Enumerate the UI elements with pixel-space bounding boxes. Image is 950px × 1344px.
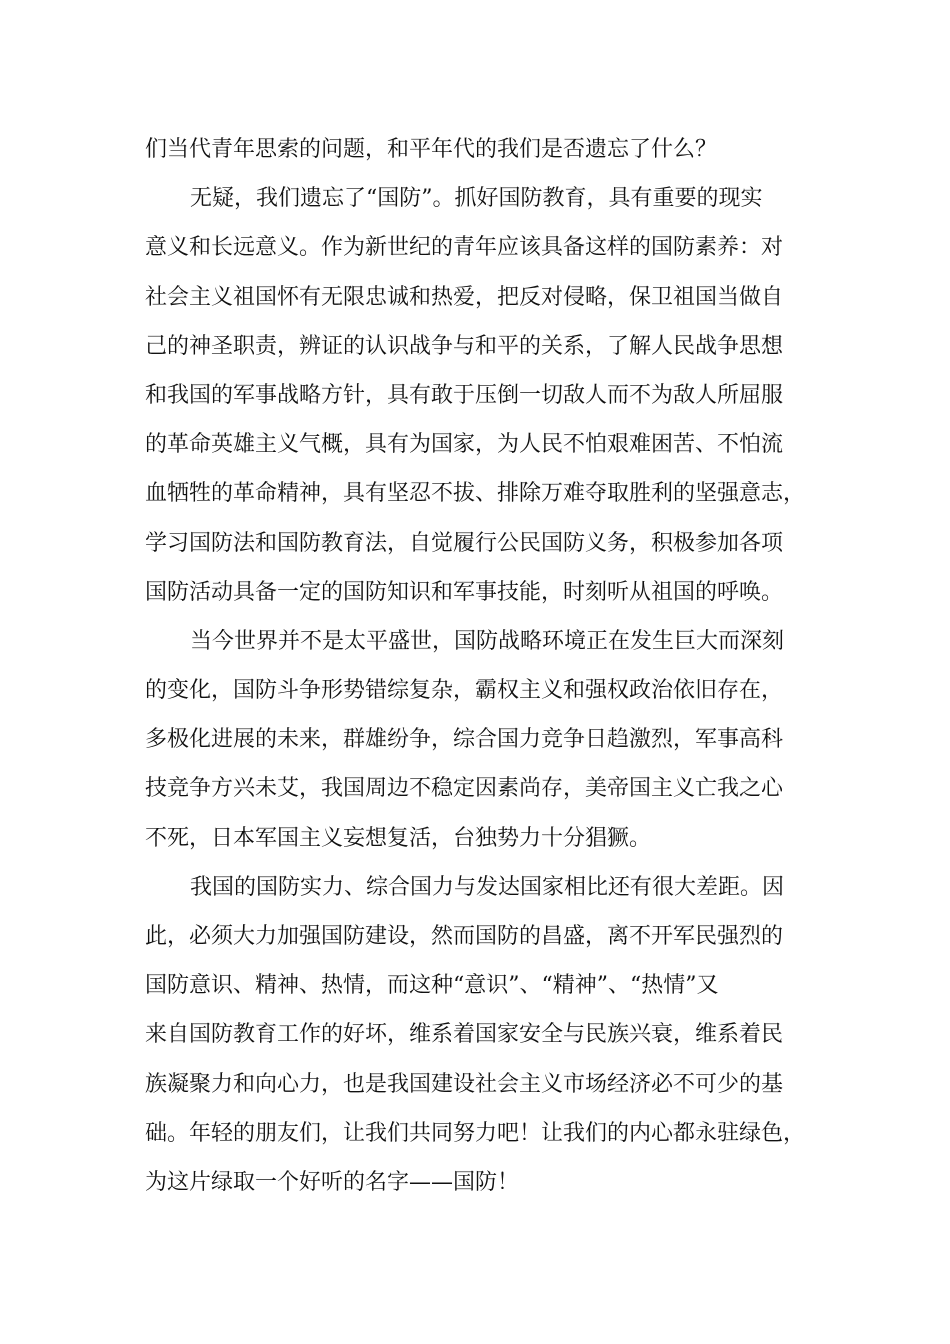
paragraph-start-line: 无疑，我们遗忘了“国防”。抓好国防教育，具有重要的现实 — [190, 186, 763, 212]
text-line: 技竞争方兴未艾，我国周边不稳定因素尚存，美帝国主义亡我之心 — [145, 776, 784, 802]
text-line: 血牺牲的革命精神，具有坚忍不拔、排除万难夺取胜利的坚强意志， — [145, 481, 806, 507]
paragraph-start-line: 我国的国防实力、综合国力与发达国家相比还有很大差距。因 — [190, 874, 785, 900]
body-text — [145, 125, 825, 1207]
text-line: 的变化，国防斗争形势错综复杂，霸权主义和强权政治依旧存在， — [145, 678, 784, 704]
text-line: 础。年轻的朋友们，让我们共同努力吧！让我们的内心都永驻绿色， — [145, 1120, 806, 1146]
text-line: 的革命英雄主义气概，具有为国家，为人民不怕艰难困苦、不怕流 — [145, 432, 784, 458]
text-line: 己的神圣职责，辨证的认识战争与和平的关系，了解人民战争思想 — [145, 333, 784, 359]
text-line: 多极化进展的未来，群雄纷争，综合国力竞争日趋激烈，军事高科 — [145, 727, 784, 753]
text-line: 社会主义祖国怀有无限忠诚和热爱，把反对侵略，保卫祖国当做自 — [145, 284, 784, 310]
text-line: 和我国的军事战略方针，具有敢于压倒一切敌人而不为敌人所屈服 — [145, 382, 784, 408]
text-line: 来自国防教育工作的好坏，维系着国家安全与民族兴衰，维系着民 — [145, 1022, 784, 1048]
text-line: 不死，日本军国主义妄想复活，台独势力十分猖獗。 — [145, 825, 652, 851]
text-line: 学习国防法和国防教育法，自觉履行公民国防义务，积极参加各项 — [145, 530, 784, 556]
text-line: 国防活动具备一定的国防知识和军事技能，时刻听从祖国的呼唤。 — [145, 579, 784, 605]
paragraph-start-line: 当今世界并不是太平盛世，国防战略环境正在发生巨大而深刻 — [190, 628, 785, 654]
text-line: 意义和长远意义。作为新世纪的青年应该具备这样的国防素养：对 — [145, 235, 784, 261]
text-line: 们当代青年思索的问题，和平年代的我们是否遗忘了什么？ — [145, 137, 718, 162]
text-line: 为这片绿取一个好听的名字——国防！ — [145, 1169, 520, 1195]
text-line: 族凝聚力和向心力，也是我国建设社会主义市场经济必不可少的基 — [145, 1071, 784, 1097]
text-line: 此，必须大力加强国防建设，然而国防的昌盛，离不开军民强烈的 — [145, 924, 784, 949]
text-line: 国防意识、精神、热情，而这种“意识”、“精神”、“热情”又 — [145, 973, 719, 999]
